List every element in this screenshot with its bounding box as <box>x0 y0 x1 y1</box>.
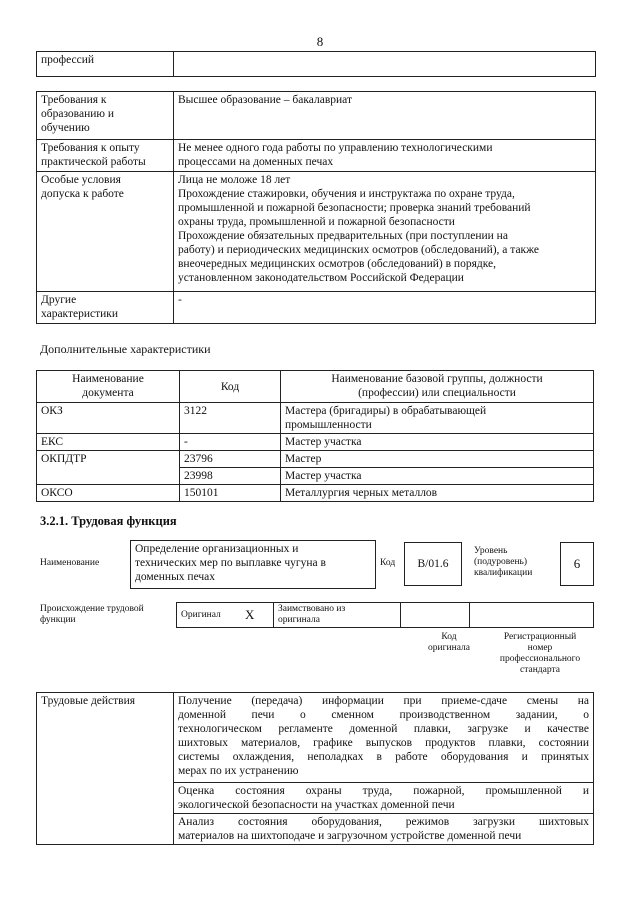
name-label: Наименование <box>40 558 100 568</box>
additional-title: Дополнительные характеристики <box>40 342 211 356</box>
req-education-label: Требования к образованию и обучению <box>37 92 174 140</box>
col-header-document: Наименование документа <box>37 371 180 403</box>
additional-table <box>36 370 594 502</box>
origin-table <box>176 602 594 628</box>
req-education-value: Высшее образование – бакалавриат <box>174 92 596 140</box>
function-title: 3.2.1. Трудовая функция <box>40 514 177 528</box>
top-row-label: профессий <box>37 52 174 77</box>
req-admission-label: Особые условия допуска к работе <box>37 172 174 292</box>
row-code: 23998 <box>180 468 281 485</box>
row-name: Металлургия черных металлов <box>281 485 594 502</box>
function-code-box: B/01.6 <box>404 542 462 586</box>
row-doc: ОКПДТР <box>37 451 180 485</box>
row-name: Мастер <box>281 451 594 468</box>
req-other-label: Другие характеристики <box>37 292 174 324</box>
requirements-table <box>36 91 596 324</box>
row-code: 23796 <box>180 451 281 468</box>
labor-action-item: Получение (передача) информации при приеме-сдаче смены на доменной печи о сменном производственном задании, о технологическом регламенте доменной плавки, загрузке и качестве шихтовых материалов, графике выпусков продуктов плавки, состоянии системы охлаждения, неполадках в работе оборудования и принятых мерах по их устранению <box>174 693 594 783</box>
table-row <box>37 485 594 502</box>
row-doc: ЕКС <box>37 434 180 451</box>
row-name: Мастер участка <box>281 468 594 485</box>
labor-action-item: Анализ состояния оборудования, режимов загрузки шихтовых материалов на шихтоподаче и загрузочном устройстве доменной печи <box>174 814 594 845</box>
row-doc: ОКЗ <box>37 403 180 434</box>
row-name: Мастера (бригадиры) в обрабатывающей промышленности <box>281 403 594 434</box>
labor-action-item: Оценка состояния охраны труда, пожарной, промышленной и экологической безопасности на участках доменной печи <box>174 783 594 814</box>
top-row-table <box>36 51 596 77</box>
labor-actions-table <box>36 692 594 845</box>
reg-caption: Регистрационный номер профессионального стандарта <box>499 632 581 675</box>
row-code: 150101 <box>180 485 281 502</box>
borrowed-label: Заимствовано из оригинала <box>274 603 401 628</box>
original-mark: X <box>241 603 274 628</box>
code-caption: Код оригинала <box>428 632 470 653</box>
labor-actions-label: Трудовые действия <box>37 693 174 845</box>
origin-label: Происхождение трудовой функции <box>40 604 144 625</box>
table-row <box>37 434 594 451</box>
original-code-cell <box>401 603 470 628</box>
row-code: - <box>180 434 281 451</box>
original-label: Оригинал <box>177 603 242 628</box>
col-header-name: Наименование базовой группы, должности (профессии) или специальности <box>281 371 594 403</box>
req-admission-value: Лица не моложе 18 лет Прохождение стажировки, обучения и инструктажа по охране труда, промышленной и пожарной безопасности; проверка знаний требований охраны труда, промышленной и пожарной безопасности Прохождение обязательных предварительных (при поступлении на работу) и периодических медицинских осмотров (обследований), а также внеочередных медицинских осмотров (обследований) в порядке, установленном законодательством Российской Федерации <box>174 172 596 292</box>
code-label: Код <box>380 558 396 568</box>
table-row <box>37 403 594 434</box>
table-row <box>37 451 594 468</box>
top-row-value <box>174 52 596 77</box>
function-name-box: Определение организационных и технических мер по выплавке чугуна в доменных печах <box>130 540 376 589</box>
row-code: 3122 <box>180 403 281 434</box>
row-doc: ОКСО <box>37 485 180 502</box>
row-name: Мастер участка <box>281 434 594 451</box>
req-experience-label: Требования к опыту практической работы <box>37 140 174 172</box>
req-experience-value: Не менее одного года работы по управлению технологическими процессами на доменных печах <box>174 140 596 172</box>
level-label: Уровень (подуровень) квалификации <box>474 546 533 578</box>
reg-number-cell <box>470 603 594 628</box>
col-header-code: Код <box>180 371 281 403</box>
req-other-value: - <box>174 292 596 324</box>
level-value-box: 6 <box>560 542 594 586</box>
page-number: 8 <box>316 34 324 49</box>
